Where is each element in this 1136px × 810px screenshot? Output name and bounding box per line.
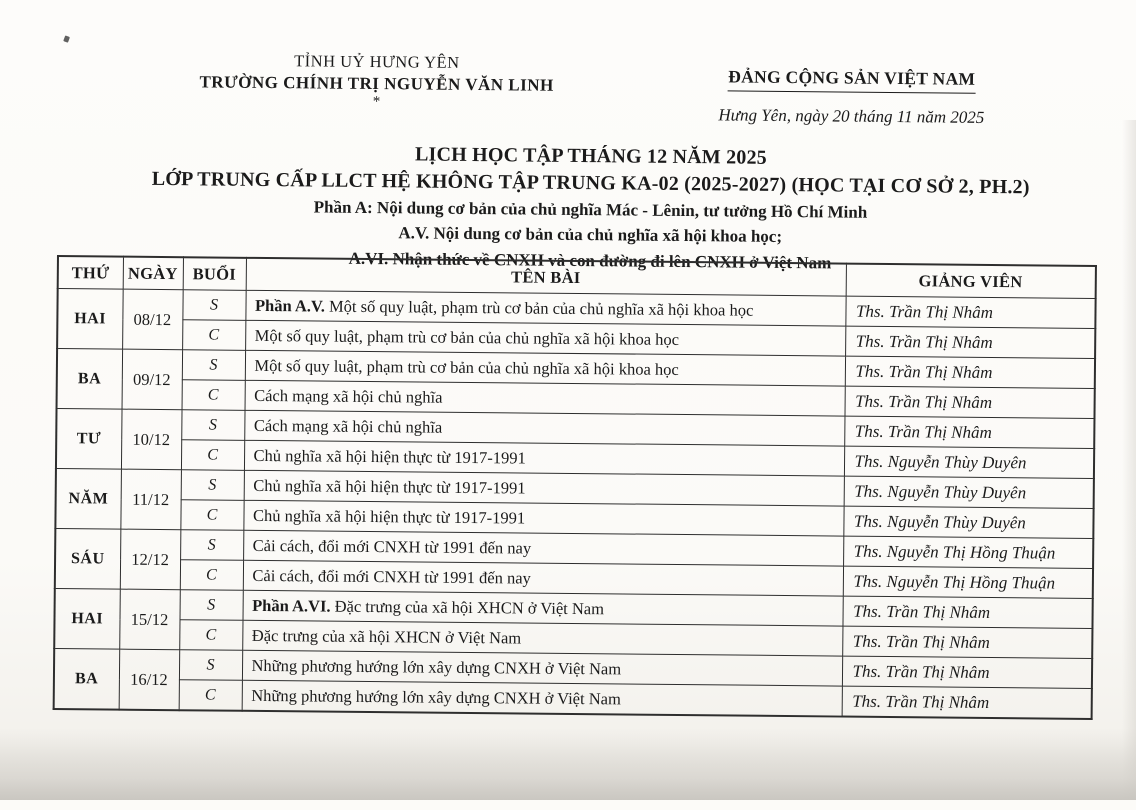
teacher-cell: Ths. Nguyễn Thùy Duyên xyxy=(844,476,1094,508)
day-cell: SÁU xyxy=(55,528,121,589)
day-cell: NĂM xyxy=(55,468,121,529)
class-title: LỚP TRUNG CẤP LLCT HỆ KHÔNG TẬP TRUNG KA-02 (2025-2027) (HỌC TẠI CƠ SỞ 2, PH.2) xyxy=(151,167,1030,199)
date-cell: 12/12 xyxy=(120,529,181,590)
scan-edge-shadow-bottom xyxy=(0,728,1136,800)
teacher-cell: Ths. Trần Thị Nhâm xyxy=(844,416,1094,448)
date-cell: 10/12 xyxy=(121,409,182,470)
day-cell: TƯ xyxy=(56,409,122,470)
session-cell: C xyxy=(181,440,244,471)
lesson-cell: Cải cách, đổi mới CNXH từ 1991 đến nay xyxy=(243,560,843,596)
session-cell: S xyxy=(182,290,245,321)
session-cell: C xyxy=(182,380,245,411)
column-header-0: THỨ xyxy=(58,256,123,289)
org-parent-name: TỈNH UỶ HƯNG YÊN xyxy=(294,51,460,72)
session-cell: C xyxy=(180,560,243,591)
org-star-separator: * xyxy=(372,94,381,111)
lesson-cell: Một số quy luật, phạm trù cơ bản của chủ nghĩa xã hội khoa học xyxy=(245,320,845,356)
day-cell: BA xyxy=(57,349,123,410)
lesson-cell: Một số quy luật, phạm trù cơ bản của chủ nghĩa xã hội khoa học xyxy=(245,350,845,386)
teacher-cell: Ths. Nguyễn Thùy Duyên xyxy=(844,446,1094,478)
scan-edge-shadow-right xyxy=(1122,120,1136,800)
section-avi-subtitle: A.VI. Nhận thức về CNXH và con đường đi lên CNXH ở Việt Nam xyxy=(348,248,832,273)
date-cell: 11/12 xyxy=(120,469,181,530)
teacher-cell: Ths. Trần Thị Nhâm xyxy=(845,296,1095,328)
schedule-table-wrapper xyxy=(53,255,1095,720)
lesson-cell: Chủ nghĩa xã hội hiện thực từ 1917-1991 xyxy=(244,440,844,476)
scan-artifact-speck xyxy=(63,35,70,42)
session-cell: C xyxy=(179,620,242,651)
day-cell: BA xyxy=(54,648,120,709)
session-cell: C xyxy=(180,500,243,531)
party-motto-line: ĐẢNG CỘNG SẢN VIỆT NAM xyxy=(728,66,975,93)
date-cell: 15/12 xyxy=(119,589,180,650)
lesson-cell: Những phương hướng lớn xây dựng CNXH ở Việt Nam xyxy=(242,650,842,686)
date-cell: 08/12 xyxy=(122,289,183,350)
lesson-cell: Phần A.V. Một số quy luật, phạm trù cơ bản của chủ nghĩa xã hội khoa học xyxy=(245,290,845,326)
part-a-subtitle: Phần A: Nội dung cơ bản của chủ nghĩa Mác - Lênin, tư tưởng Hồ Chí Minh xyxy=(313,197,868,222)
teacher-cell: Ths. Trần Thị Nhâm xyxy=(842,596,1092,628)
lesson-cell: Chủ nghĩa xã hội hiện thực từ 1917-1991 xyxy=(243,500,843,536)
teacher-cell: Ths. Nguyễn Thị Hồng Thuận xyxy=(843,566,1093,598)
session-cell: S xyxy=(180,530,243,561)
teacher-cell: Ths. Trần Thị Nhâm xyxy=(842,626,1092,658)
column-header-4: GIẢNG VIÊN xyxy=(846,264,1096,299)
day-cell: HAI xyxy=(54,588,120,649)
teacher-cell: Ths. Trần Thị Nhâm xyxy=(842,686,1092,719)
teacher-cell: Ths. Trần Thị Nhâm xyxy=(844,386,1094,418)
lesson-part-label: Phần A.VI. xyxy=(252,595,331,616)
session-cell: S xyxy=(181,470,244,501)
lesson-cell: Cách mạng xã hội chủ nghĩa xyxy=(244,410,844,446)
schedule-table xyxy=(53,255,1097,720)
session-cell: S xyxy=(179,650,242,681)
schedule-title: LỊCH HỌC TẬP THÁNG 12 NĂM 2025 xyxy=(414,143,768,169)
issuing-org-block xyxy=(141,49,612,112)
session-cell: C xyxy=(182,320,245,351)
org-school-name: TRƯỜNG CHÍNH TRỊ NGUYỄN VĂN LINH xyxy=(199,72,554,96)
lesson-cell: Cách mạng xã hội chủ nghĩa xyxy=(245,380,845,416)
lesson-cell: Cải cách, đổi mới CNXH từ 1991 đến nay xyxy=(243,530,843,566)
lesson-part-label: Phần A.V. xyxy=(254,295,325,316)
date-cell: 16/12 xyxy=(119,649,180,710)
teacher-cell: Ths. Trần Thị Nhâm xyxy=(845,326,1095,358)
place-date-line: Hưng Yên, ngày 20 tháng 11 năm 2025 xyxy=(718,105,985,127)
session-cell: C xyxy=(179,680,242,711)
teacher-cell: Ths. Nguyễn Thùy Duyên xyxy=(843,506,1093,538)
lesson-cell: Đặc trưng của xã hội XHCN ở Việt Nam xyxy=(242,620,842,656)
column-header-1: NGÀY xyxy=(123,257,183,290)
lesson-cell: Chủ nghĩa xã hội hiện thực từ 1917-1991 xyxy=(244,470,844,506)
lesson-cell: Những phương hướng lớn xây dựng CNXH ở Việt Nam xyxy=(242,680,842,716)
session-cell: S xyxy=(182,350,245,381)
teacher-cell: Ths. Nguyễn Thị Hồng Thuận xyxy=(843,536,1093,568)
date-cell: 09/12 xyxy=(122,349,183,410)
day-cell: HAI xyxy=(57,289,123,350)
session-cell: S xyxy=(180,590,243,621)
national-header-block xyxy=(691,66,1012,128)
column-header-2: BUỔI xyxy=(183,257,246,290)
session-cell: S xyxy=(181,410,244,441)
teacher-cell: Ths. Trần Thị Nhâm xyxy=(842,656,1092,688)
column-header-3: TÊN BÀI xyxy=(246,258,846,296)
teacher-cell: Ths. Trần Thị Nhâm xyxy=(845,356,1095,388)
section-av-subtitle: A.V. Nội dung cơ bản của chủ nghĩa xã hội khoa học; xyxy=(398,223,783,247)
lesson-cell: Phần A.VI. Đặc trưng của xã hội XHCN ở Việt Nam xyxy=(243,590,843,626)
